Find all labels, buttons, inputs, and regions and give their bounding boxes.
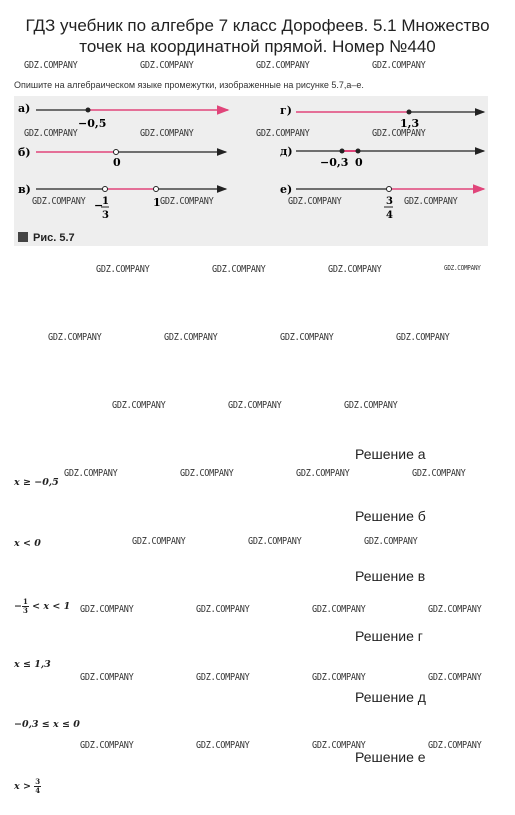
- label-e-den: 4: [386, 210, 393, 221]
- solution-heading-v: Решение в: [355, 568, 426, 584]
- number-lines: [14, 96, 488, 246]
- point-e: [387, 187, 392, 192]
- panel-letter-a: а): [18, 102, 31, 115]
- answer-v-minus: −: [14, 601, 22, 612]
- watermark: GDZ.COMPANY: [404, 196, 458, 207]
- watermark: GDZ.COMPANY: [428, 672, 482, 683]
- watermark: GDZ.COMPANY: [164, 332, 218, 343]
- answer-e-fraction: [34, 778, 41, 795]
- solution-heading-e: Решение е: [355, 749, 426, 765]
- label-v-num: 1: [102, 196, 109, 207]
- label-v-minus: −: [94, 199, 104, 212]
- watermark: GDZ.COMPANY: [212, 264, 266, 275]
- watermark: GDZ.COMPANY: [96, 264, 150, 275]
- answer-v-den: 3: [22, 606, 28, 615]
- watermark: GDZ.COMPANY: [112, 400, 166, 411]
- panel-letter-e: е): [280, 183, 293, 196]
- point-g: [407, 110, 412, 115]
- answer-e-prefix: x >: [14, 781, 35, 792]
- solution-heading-g: Решение г: [355, 628, 423, 644]
- watermark: GDZ.COMPANY: [248, 536, 302, 547]
- watermark: GDZ.COMPANY: [412, 468, 466, 479]
- point-d-1: [340, 149, 345, 154]
- point-v-1: [103, 187, 108, 192]
- answer-v-num: 1: [22, 597, 28, 606]
- watermark: GDZ.COMPANY: [80, 672, 134, 683]
- watermark: GDZ.COMPANY: [196, 740, 250, 751]
- watermark: GDZ.COMPANY: [256, 128, 310, 139]
- panel-letter-b: б): [18, 146, 31, 159]
- page-title: ГДЗ учебник по алгебре 7 класс Дорофеев. 5.1 Множество точек на координатной прямой. Номер №440: [25, 16, 490, 56]
- watermark: GDZ.COMPANY: [256, 60, 310, 71]
- watermark: GDZ.COMPANY: [372, 60, 426, 71]
- solution-answer-v: [14, 598, 70, 615]
- watermark: GDZ.COMPANY: [444, 264, 481, 272]
- watermark: GDZ.COMPANY: [196, 672, 250, 683]
- watermark: GDZ.COMPANY: [24, 60, 78, 71]
- solution-heading-b: Решение б: [355, 508, 426, 524]
- watermark: GDZ.COMPANY: [428, 740, 482, 751]
- label-g: 1,3: [400, 117, 420, 130]
- watermark: GDZ.COMPANY: [64, 468, 118, 479]
- solution-answer-g: x ≤ 1,3: [14, 659, 51, 670]
- watermark: GDZ.COMPANY: [364, 536, 418, 547]
- watermark: GDZ.COMPANY: [328, 264, 382, 275]
- watermark: GDZ.COMPANY: [344, 400, 398, 411]
- solution-heading-a: Решение а: [355, 446, 426, 462]
- panel-letter-v: в): [18, 183, 31, 196]
- solution-answer-b: x < 0: [14, 538, 41, 549]
- answer-v-fraction: [22, 598, 29, 615]
- point-d-2: [356, 149, 361, 154]
- watermark: GDZ.COMPANY: [280, 332, 334, 343]
- point-v-2: [154, 187, 159, 192]
- label-b: 0: [113, 156, 121, 169]
- watermark: GDZ.COMPANY: [196, 604, 250, 615]
- task-text: Опишите на алгебраическом языке промежутки, изображенные на рисунке 5.7,а–е.: [14, 80, 364, 90]
- figure-caption: [18, 232, 75, 244]
- watermark: GDZ.COMPANY: [396, 332, 450, 343]
- answer-v-rest: < x < 1: [28, 601, 71, 612]
- watermark: GDZ.COMPANY: [312, 740, 366, 751]
- caption-text: Рис. 5.7: [33, 232, 75, 244]
- watermark: GDZ.COMPANY: [32, 196, 86, 207]
- panel-letter-g: г): [280, 104, 292, 117]
- watermark: GDZ.COMPANY: [80, 740, 134, 751]
- watermark: GDZ.COMPANY: [140, 128, 194, 139]
- solution-heading-d: Решение д: [355, 689, 426, 705]
- label-v-den: 3: [102, 210, 109, 221]
- figure-5-7: [14, 96, 488, 246]
- watermark: GDZ.COMPANY: [180, 468, 234, 479]
- label-v-one: 1: [153, 196, 161, 209]
- label-e-num: 3: [386, 196, 393, 207]
- watermark: GDZ.COMPANY: [132, 536, 186, 547]
- watermark: GDZ.COMPANY: [372, 128, 426, 139]
- point-a: [86, 108, 91, 113]
- watermark: GDZ.COMPANY: [296, 468, 350, 479]
- answer-e-num: 3: [35, 777, 41, 786]
- watermark: GDZ.COMPANY: [140, 60, 194, 71]
- watermark: GDZ.COMPANY: [312, 672, 366, 683]
- panel-letter-d: д): [280, 145, 293, 158]
- caption-square-icon: [18, 232, 28, 242]
- solution-answer-a: x ≥ −0,5: [14, 477, 59, 488]
- watermark: GDZ.COMPANY: [48, 332, 102, 343]
- watermark: GDZ.COMPANY: [24, 128, 78, 139]
- label-a: −0,5: [78, 117, 107, 130]
- answer-e-den: 4: [35, 786, 41, 795]
- solution-answer-e: [14, 778, 41, 795]
- watermark: GDZ.COMPANY: [312, 604, 366, 615]
- label-d-1: −0,3: [320, 156, 349, 169]
- watermark: GDZ.COMPANY: [80, 604, 134, 615]
- watermark: GDZ.COMPANY: [160, 196, 214, 207]
- point-b: [114, 150, 119, 155]
- watermark: GDZ.COMPANY: [288, 196, 342, 207]
- label-d-2: 0: [355, 156, 363, 169]
- watermark: GDZ.COMPANY: [228, 400, 282, 411]
- watermark: GDZ.COMPANY: [428, 604, 482, 615]
- solution-answer-d: −0,3 ≤ x ≤ 0: [14, 719, 80, 730]
